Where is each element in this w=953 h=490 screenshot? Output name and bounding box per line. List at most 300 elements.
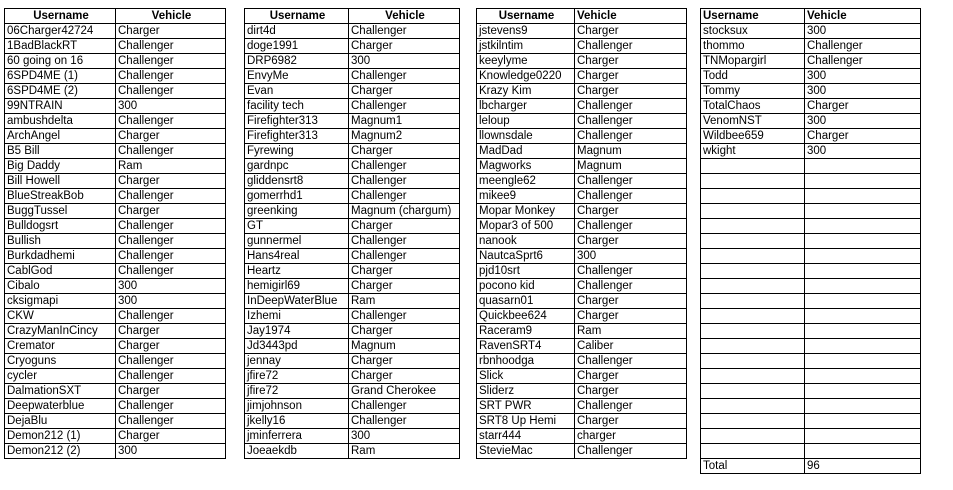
table-row xyxy=(5,279,226,294)
vehicle-cell: 300 xyxy=(575,249,687,264)
username-cell: TotalChaos xyxy=(701,99,805,114)
username-cell: ArchAngel xyxy=(5,129,116,144)
username-cell: facility tech xyxy=(245,99,349,114)
table-row xyxy=(245,99,460,114)
username-cell: 99NTRAIN xyxy=(5,99,116,114)
empty-cell xyxy=(701,279,805,294)
username-cell: StevieMac xyxy=(477,444,575,459)
vehicle-cell: Charger xyxy=(349,324,460,339)
vehicle-cell: Ram xyxy=(116,159,226,174)
empty-row xyxy=(701,189,921,204)
username-cell: InDeepWaterBlue xyxy=(245,294,349,309)
username-cell: thommo xyxy=(701,39,805,54)
table-row xyxy=(477,234,687,249)
username-cell: Cremator xyxy=(5,339,116,354)
empty-cell xyxy=(701,189,805,204)
username-cell: EnvyMe xyxy=(245,69,349,84)
empty-cell xyxy=(805,429,921,444)
table-row xyxy=(5,24,226,39)
table-row xyxy=(245,354,460,369)
empty-row xyxy=(701,384,921,399)
username-cell: Burkdadhemi xyxy=(5,249,116,264)
username-cell: leloup xyxy=(477,114,575,129)
vehicle-cell: 300 xyxy=(805,84,921,99)
table-row xyxy=(5,189,226,204)
empty-cell xyxy=(805,159,921,174)
vehicle-cell: Charger xyxy=(116,204,226,219)
username-cell: doge1991 xyxy=(245,39,349,54)
empty-row xyxy=(701,309,921,324)
username-cell: pjd10srt xyxy=(477,264,575,279)
vehicle-cell: Challenger xyxy=(116,399,226,414)
vehicle-cell: Challenger xyxy=(349,69,460,84)
empty-cell xyxy=(701,354,805,369)
table-row xyxy=(245,159,460,174)
table-row xyxy=(5,354,226,369)
vehicle-cell: 300 xyxy=(349,54,460,69)
username-header: Username xyxy=(701,9,805,24)
username-cell: CKW xyxy=(5,309,116,324)
username-cell: cycler xyxy=(5,369,116,384)
username-cell: starr444 xyxy=(477,429,575,444)
table-row xyxy=(5,159,226,174)
table-row xyxy=(5,144,226,159)
table-row xyxy=(477,249,687,264)
vehicle-cell: Charger xyxy=(349,39,460,54)
username-cell: lbcharger xyxy=(477,99,575,114)
empty-cell xyxy=(805,339,921,354)
username-cell: Bulldogsrt xyxy=(5,219,116,234)
username-cell: meengle62 xyxy=(477,174,575,189)
vehicle-cell: Challenger xyxy=(116,144,226,159)
username-cell: jkelly16 xyxy=(245,414,349,429)
vehicle-cell: Charger xyxy=(575,204,687,219)
username-cell: SRT PWR xyxy=(477,399,575,414)
total-value: 96 xyxy=(805,459,921,474)
table-row xyxy=(245,279,460,294)
username-cell: DRP6982 xyxy=(245,54,349,69)
table-row xyxy=(5,129,226,144)
table-row xyxy=(245,339,460,354)
username-cell: jstevens9 xyxy=(477,24,575,39)
table-row xyxy=(245,219,460,234)
vehicle-cell: Charger xyxy=(349,219,460,234)
username-cell: 60 going on 16 xyxy=(5,54,116,69)
username-cell: Krazy Kim xyxy=(477,84,575,99)
table-row xyxy=(245,264,460,279)
username-cell: Magworks xyxy=(477,159,575,174)
username-cell: Deepwaterblue xyxy=(5,399,116,414)
table-row xyxy=(5,69,226,84)
table-row xyxy=(701,129,921,144)
username-cell: Cryoguns xyxy=(5,354,116,369)
vehicle-cell: Challenger xyxy=(116,219,226,234)
empty-cell xyxy=(805,219,921,234)
username-cell: Firefighter313 xyxy=(245,114,349,129)
table-row xyxy=(5,39,226,54)
empty-row xyxy=(701,429,921,444)
vehicle-cell: Magnum2 xyxy=(349,129,460,144)
vehicle-cell: Challenger xyxy=(116,84,226,99)
empty-cell xyxy=(805,174,921,189)
username-cell: RavenSRT4 xyxy=(477,339,575,354)
empty-cell xyxy=(701,174,805,189)
vehicle-cell: Charger xyxy=(349,354,460,369)
vehicle-cell: Charger xyxy=(575,234,687,249)
vehicle-header: Vehicle xyxy=(349,9,460,24)
username-cell: Firefighter313 xyxy=(245,129,349,144)
table-row xyxy=(701,69,921,84)
vehicle-cell: Challenger xyxy=(575,114,687,129)
empty-cell xyxy=(805,324,921,339)
table-row xyxy=(5,249,226,264)
vehicle-cell: 300 xyxy=(805,24,921,39)
empty-row xyxy=(701,339,921,354)
vehicle-cell: 300 xyxy=(116,279,226,294)
vehicle-cell: Charger xyxy=(349,144,460,159)
vehicle-cell: Challenger xyxy=(349,249,460,264)
vehicle-cell: Challenger xyxy=(575,99,687,114)
table-row xyxy=(245,249,460,264)
vehicle-cell: Charger xyxy=(805,99,921,114)
table-row xyxy=(245,309,460,324)
empty-cell xyxy=(805,249,921,264)
vehicle-cell: Ram xyxy=(349,294,460,309)
table-2 xyxy=(244,8,460,459)
vehicle-cell: Magnum xyxy=(349,339,460,354)
vehicle-cell: Charger xyxy=(116,339,226,354)
username-cell: Jay1974 xyxy=(245,324,349,339)
username-cell: Demon212 (1) xyxy=(5,429,116,444)
table-row xyxy=(245,429,460,444)
username-cell: DejaBlu xyxy=(5,414,116,429)
empty-cell xyxy=(701,339,805,354)
empty-cell xyxy=(701,429,805,444)
table-row xyxy=(477,159,687,174)
vehicle-cell: 300 xyxy=(116,99,226,114)
table-row xyxy=(477,384,687,399)
username-cell: Evan xyxy=(245,84,349,99)
vehicle-cell: Challenger xyxy=(116,114,226,129)
username-cell: Demon212 (2) xyxy=(5,444,116,459)
table-row xyxy=(5,54,226,69)
vehicle-cell: Challenger xyxy=(575,219,687,234)
empty-row xyxy=(701,444,921,459)
table-row xyxy=(5,174,226,189)
empty-cell xyxy=(805,234,921,249)
username-cell: Izhemi xyxy=(245,309,349,324)
username-cell: jennay xyxy=(245,354,349,369)
empty-cell xyxy=(701,264,805,279)
username-cell: Wildbee659 xyxy=(701,129,805,144)
vehicle-cell: Charger xyxy=(805,129,921,144)
username-cell: MadDad xyxy=(477,144,575,159)
empty-cell xyxy=(805,204,921,219)
table-row xyxy=(5,324,226,339)
empty-row xyxy=(701,174,921,189)
vehicle-cell: Challenger xyxy=(575,174,687,189)
empty-row xyxy=(701,354,921,369)
table-row xyxy=(701,39,921,54)
username-cell: Knowledge0220 xyxy=(477,69,575,84)
table-row xyxy=(477,429,687,444)
vehicle-cell: Challenger xyxy=(349,399,460,414)
vehicle-cell: Challenger xyxy=(575,444,687,459)
vehicle-cell: Challenger xyxy=(349,24,460,39)
table-row xyxy=(477,279,687,294)
table-row xyxy=(477,54,687,69)
vehicle-cell: Ram xyxy=(349,444,460,459)
username-cell: ambushdelta xyxy=(5,114,116,129)
table-row xyxy=(477,354,687,369)
vehicle-cell: Challenger xyxy=(116,414,226,429)
username-cell: CablGod xyxy=(5,264,116,279)
table-row xyxy=(477,444,687,459)
table-row xyxy=(701,24,921,39)
empty-cell xyxy=(701,219,805,234)
username-cell: dirt4d xyxy=(245,24,349,39)
table-row xyxy=(701,99,921,114)
username-cell: Hans4real xyxy=(245,249,349,264)
vehicle-cell: Charger xyxy=(116,324,226,339)
table-row xyxy=(477,189,687,204)
username-cell: wkight xyxy=(701,144,805,159)
username-cell: Bill Howell xyxy=(5,174,116,189)
table-row xyxy=(5,414,226,429)
username-cell: Fyrewing xyxy=(245,144,349,159)
username-cell: DalmationSXT xyxy=(5,384,116,399)
username-cell: GT xyxy=(245,219,349,234)
username-cell: Joeaekdb xyxy=(245,444,349,459)
vehicle-cell: Challenger xyxy=(575,129,687,144)
table-row xyxy=(5,99,226,114)
table-row xyxy=(477,339,687,354)
empty-row xyxy=(701,204,921,219)
username-cell: jfire72 xyxy=(245,384,349,399)
username-header: Username xyxy=(477,9,575,24)
username-cell: keeylyme xyxy=(477,54,575,69)
table-row xyxy=(5,444,226,459)
username-cell: hemigirl69 xyxy=(245,279,349,294)
vehicle-cell: Charger xyxy=(575,24,687,39)
table-row xyxy=(5,204,226,219)
vehicle-cell: Challenger xyxy=(349,189,460,204)
vehicle-cell: 300 xyxy=(805,114,921,129)
vehicle-cell: Challenger xyxy=(116,249,226,264)
vehicle-cell: Challenger xyxy=(805,39,921,54)
table-row xyxy=(245,384,460,399)
vehicle-cell: 300 xyxy=(805,69,921,84)
vehicle-cell: Charger xyxy=(349,84,460,99)
vehicle-cell: Charger xyxy=(575,69,687,84)
empty-cell xyxy=(701,444,805,459)
vehicle-cell: Challenger xyxy=(116,69,226,84)
username-cell: Cibalo xyxy=(5,279,116,294)
vehicle-cell: Challenger xyxy=(116,189,226,204)
username-cell: NautcaSprt6 xyxy=(477,249,575,264)
table-row xyxy=(477,219,687,234)
table-row xyxy=(5,219,226,234)
username-cell: TNMopargirl xyxy=(701,54,805,69)
username-cell: llownsdale xyxy=(477,129,575,144)
table-row xyxy=(477,309,687,324)
vehicle-cell: Charger xyxy=(575,294,687,309)
username-cell: jminferrera xyxy=(245,429,349,444)
empty-row xyxy=(701,324,921,339)
empty-cell xyxy=(805,189,921,204)
vehicle-cell: Challenger xyxy=(349,174,460,189)
vehicle-cell: Challenger xyxy=(116,264,226,279)
table-row xyxy=(477,69,687,84)
username-cell: 06Charger42724 xyxy=(5,24,116,39)
vehicle-cell: Grand Cherokee xyxy=(349,384,460,399)
total-row xyxy=(701,459,921,474)
vehicle-cell: 300 xyxy=(805,144,921,159)
table-3 xyxy=(476,8,687,459)
empty-cell xyxy=(805,369,921,384)
empty-row xyxy=(701,234,921,249)
vehicle-cell: Charger xyxy=(116,24,226,39)
table-4 xyxy=(700,8,921,474)
username-cell: BuggTussel xyxy=(5,204,116,219)
table-row xyxy=(477,264,687,279)
empty-cell xyxy=(701,294,805,309)
vehicle-cell: Magnum xyxy=(575,159,687,174)
vehicle-cell: Challenger xyxy=(575,264,687,279)
vehicle-header: Vehicle xyxy=(805,9,921,24)
table-row xyxy=(477,84,687,99)
vehicle-cell: Magnum (chargum) xyxy=(349,204,460,219)
vehicle-cell: Charger xyxy=(575,369,687,384)
username-cell: B5 Bill xyxy=(5,144,116,159)
username-cell: Slick xyxy=(477,369,575,384)
username-cell: Sliderz xyxy=(477,384,575,399)
vehicle-cell: Challenger xyxy=(349,159,460,174)
empty-cell xyxy=(805,444,921,459)
username-cell: Heartz xyxy=(245,264,349,279)
table-row xyxy=(5,234,226,249)
vehicle-cell: charger xyxy=(575,429,687,444)
empty-row xyxy=(701,264,921,279)
vehicle-cell: Charger xyxy=(116,384,226,399)
empty-row xyxy=(701,414,921,429)
vehicle-cell: Challenger xyxy=(575,354,687,369)
vehicle-cell: Charger xyxy=(575,54,687,69)
empty-row xyxy=(701,279,921,294)
empty-cell xyxy=(805,414,921,429)
vehicle-cell: Charger xyxy=(349,369,460,384)
vehicle-cell: Charger xyxy=(575,384,687,399)
username-cell: jstkilntim xyxy=(477,39,575,54)
username-cell: VenomNST xyxy=(701,114,805,129)
vehicle-cell: Challenger xyxy=(349,99,460,114)
username-cell: stocksux xyxy=(701,24,805,39)
table-row xyxy=(477,39,687,54)
vehicle-cell: Challenger xyxy=(116,309,226,324)
empty-cell xyxy=(805,354,921,369)
table-row xyxy=(5,84,226,99)
table-row xyxy=(701,54,921,69)
table-row xyxy=(245,69,460,84)
table-row xyxy=(5,114,226,129)
table-row xyxy=(701,114,921,129)
username-header: Username xyxy=(245,9,349,24)
table-row xyxy=(477,414,687,429)
username-cell: BlueStreakBob xyxy=(5,189,116,204)
table-row xyxy=(5,384,226,399)
username-cell: 1BadBlackRT xyxy=(5,39,116,54)
table-row xyxy=(701,84,921,99)
empty-row xyxy=(701,294,921,309)
table-row xyxy=(5,264,226,279)
vehicle-cell: Charger xyxy=(575,84,687,99)
empty-row xyxy=(701,249,921,264)
vehicle-cell: Charger xyxy=(575,414,687,429)
table-row xyxy=(245,324,460,339)
empty-cell xyxy=(805,294,921,309)
vehicle-cell: 300 xyxy=(116,294,226,309)
empty-cell xyxy=(701,384,805,399)
vehicle-cell: Charger xyxy=(116,429,226,444)
vehicle-cell: Challenger xyxy=(116,39,226,54)
vehicle-cell: Challenger xyxy=(575,189,687,204)
empty-cell xyxy=(805,309,921,324)
username-cell: jimjohnson xyxy=(245,399,349,414)
vehicle-cell: Charger xyxy=(349,279,460,294)
username-cell: gomerrhd1 xyxy=(245,189,349,204)
table-row xyxy=(5,294,226,309)
empty-cell xyxy=(701,324,805,339)
username-cell: Todd xyxy=(701,69,805,84)
vehicle-cell: Challenger xyxy=(349,414,460,429)
table-row xyxy=(5,429,226,444)
username-cell: gardnpc xyxy=(245,159,349,174)
vehicle-cell: Challenger xyxy=(349,309,460,324)
empty-cell xyxy=(805,264,921,279)
table-row xyxy=(5,369,226,384)
table-row xyxy=(5,399,226,414)
username-cell: gunnermel xyxy=(245,234,349,249)
total-label: Total xyxy=(701,459,805,474)
vehicle-cell: Challenger xyxy=(116,354,226,369)
vehicle-header: Vehicle xyxy=(575,9,687,24)
table-row xyxy=(477,129,687,144)
table-1 xyxy=(4,8,226,459)
empty-cell xyxy=(701,309,805,324)
table-row xyxy=(245,24,460,39)
empty-cell xyxy=(701,369,805,384)
table-row xyxy=(245,444,460,459)
table-row xyxy=(245,114,460,129)
empty-row xyxy=(701,159,921,174)
username-cell: cksigmapi xyxy=(5,294,116,309)
username-cell: SRT8 Up Hemi xyxy=(477,414,575,429)
username-cell: rbnhoodga xyxy=(477,354,575,369)
table-row xyxy=(245,54,460,69)
table-row xyxy=(245,234,460,249)
username-cell: Mopar3 of 500 xyxy=(477,219,575,234)
vehicle-cell: Charger xyxy=(575,309,687,324)
vehicle-cell: Caliber xyxy=(575,339,687,354)
username-cell: Big Daddy xyxy=(5,159,116,174)
table-row xyxy=(245,294,460,309)
table-row xyxy=(245,144,460,159)
table-row xyxy=(245,84,460,99)
table-row xyxy=(245,129,460,144)
vehicle-cell: Charger xyxy=(116,129,226,144)
table-row xyxy=(245,399,460,414)
table-row xyxy=(701,144,921,159)
